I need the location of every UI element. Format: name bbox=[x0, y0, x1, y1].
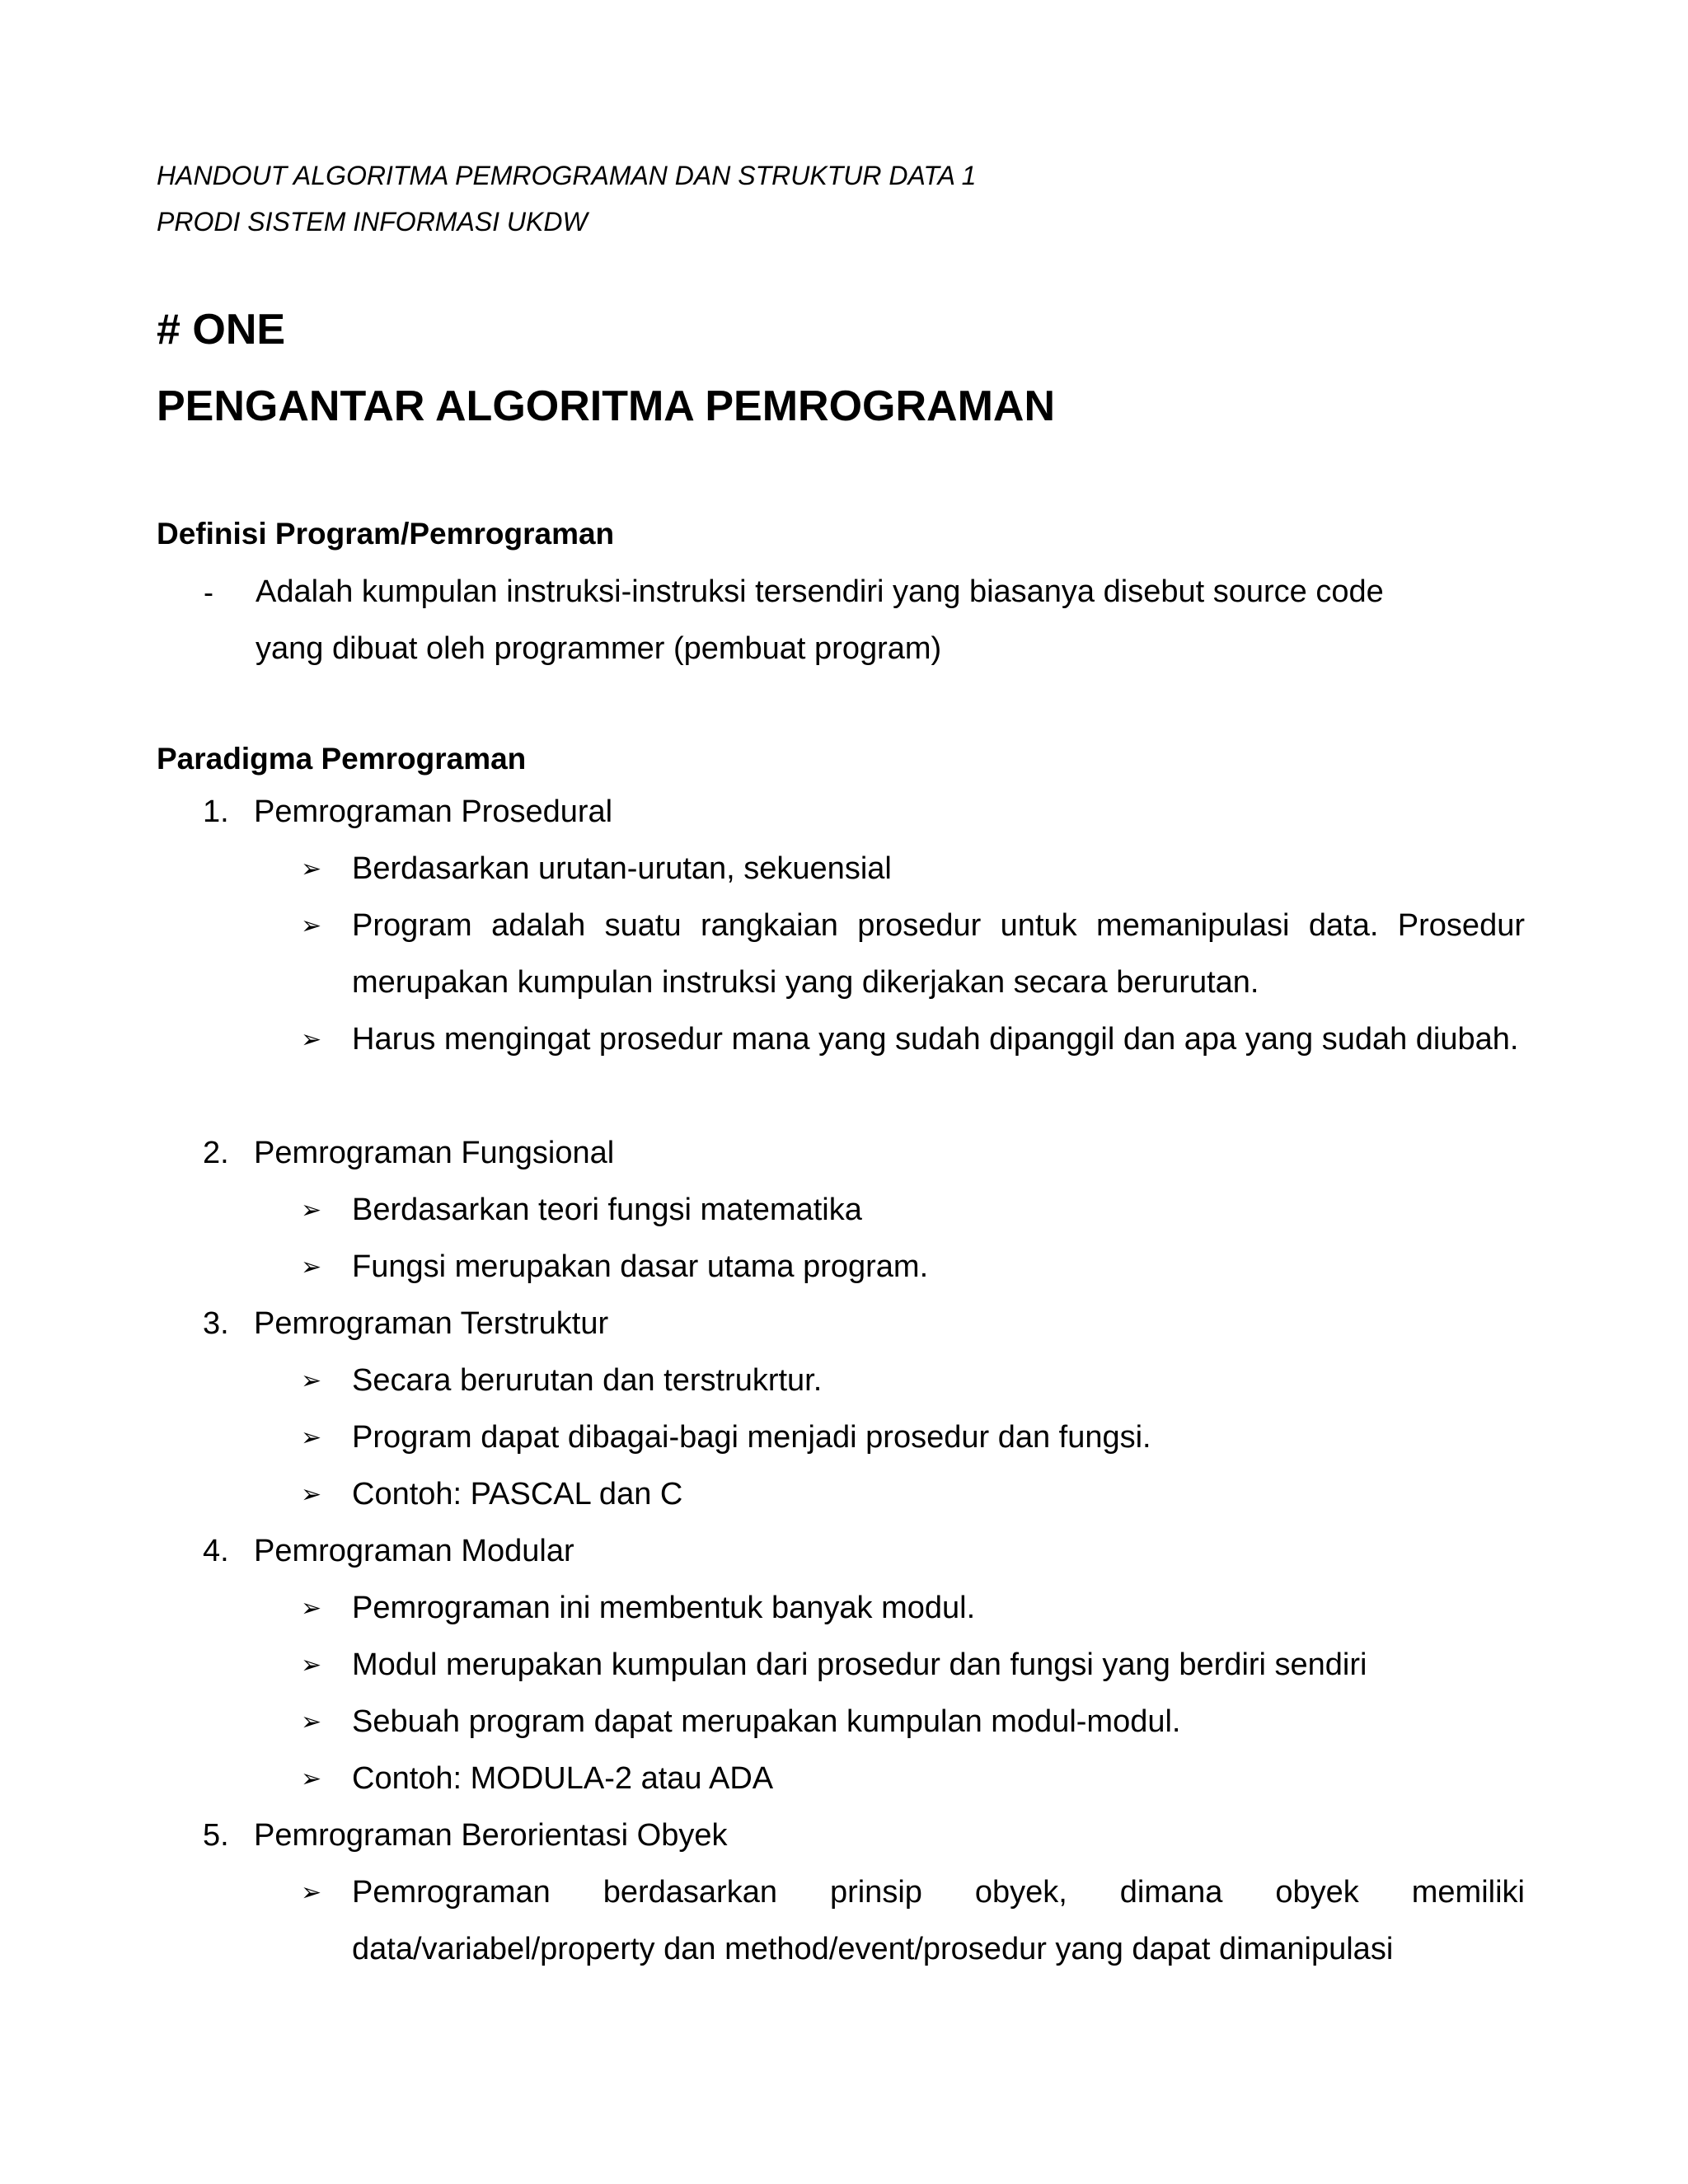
item-number: 2. bbox=[203, 1136, 229, 1170]
item-number: 5. bbox=[203, 1818, 229, 1853]
paradigma-item-4 bbox=[157, 1523, 1525, 1580]
section-title-definisi: Definisi Program/Pemrograman bbox=[157, 517, 615, 551]
arrow-bullet-icon: ➢ bbox=[301, 1197, 322, 1224]
chapter-number: # ONE bbox=[157, 306, 286, 354]
arrow-bullet-icon: ➢ bbox=[301, 1765, 322, 1793]
arrow-bullet-icon: ➢ bbox=[301, 1879, 322, 1906]
item-label: Pemrograman Terstruktur bbox=[254, 1306, 609, 1341]
definisi-text: Adalah kumpulan instruksi-instruksi tersendiri yang biasanya disebut source code yang dibuat oleh programmer (pembuat program) bbox=[256, 574, 1384, 666]
bullet-text: Modul merupakan kumpulan dari prosedur dan fungsi yang berdiri sendiri bbox=[352, 1647, 1367, 1682]
paradigma-item-1 bbox=[157, 784, 1525, 841]
bullet-text: Contoh: MODULA-2 atau ADA bbox=[352, 1761, 774, 1796]
paradigma-item-5 bbox=[157, 1807, 1525, 1864]
item-number: 4. bbox=[203, 1534, 229, 1568]
item-label: Pemrograman Berorientasi Obyek bbox=[254, 1818, 728, 1853]
section-title-paradigma: Paradigma Pemrograman bbox=[157, 742, 527, 776]
bullet-text: Contoh: PASCAL dan C bbox=[352, 1477, 683, 1511]
item-label: Pemrograman Fungsional bbox=[254, 1136, 615, 1170]
bullet-text: Fungsi merupakan dasar utama program. bbox=[352, 1249, 929, 1284]
arrow-bullet-icon: ➢ bbox=[301, 1652, 322, 1679]
bullet-text: Program dapat dibagai-bagi menjadi prosedur dan fungsi. bbox=[352, 1420, 1151, 1455]
item-number: 3. bbox=[203, 1306, 229, 1341]
arrow-bullet-icon: ➢ bbox=[301, 1595, 322, 1622]
arrow-bullet-icon: ➢ bbox=[301, 1481, 322, 1508]
bullet-text: Pemrograman berdasarkan prinsip obyek, dimana obyek memiliki data/variabel/property dan method/event/prosedur yang dapat dimanipulasi bbox=[352, 1875, 1525, 1966]
arrow-bullet-icon: ➢ bbox=[301, 855, 322, 883]
header-line-1: HANDOUT ALGORITMA PEMROGRAMAN DAN STRUKTUR DATA 1 bbox=[157, 161, 977, 190]
item-label: Pemrograman Prosedural bbox=[254, 794, 613, 829]
chapter-title: PENGANTAR ALGORITMA PEMROGRAMAN bbox=[157, 382, 1056, 430]
bullet-text: Secara berurutan dan terstrukrtur. bbox=[352, 1363, 823, 1398]
header-line-2: PRODI SISTEM INFORMASI UKDW bbox=[157, 207, 588, 237]
bullet-text: Program adalah suatu rangkaian prosedur untuk memanipulasi data. Prosedur merupakan kumpulan instruksi yang dikerjakan secara berurutan. bbox=[352, 908, 1525, 1000]
bullet-text: Berdasarkan teori fungsi matematika bbox=[352, 1193, 862, 1227]
bullet-text: Berdasarkan urutan-urutan, sekuensial bbox=[352, 851, 892, 886]
item-number: 1. bbox=[203, 794, 229, 829]
paradigma-item-3 bbox=[157, 1296, 1525, 1352]
arrow-bullet-icon: ➢ bbox=[301, 1708, 322, 1736]
paradigma-item-2 bbox=[157, 1125, 1525, 1182]
dash-marker: - bbox=[204, 575, 213, 609]
bullet-text: Pemrograman ini membentuk banyak modul. bbox=[352, 1591, 976, 1625]
bullet-text: Sebuah program dapat merupakan kumpulan modul-modul. bbox=[352, 1704, 1181, 1739]
arrow-bullet-icon: ➢ bbox=[301, 1026, 322, 1053]
bullet-text: Harus mengingat prosedur mana yang sudah dipanggil dan apa yang sudah diubah. bbox=[352, 1022, 1519, 1057]
item-label: Pemrograman Modular bbox=[254, 1534, 574, 1568]
arrow-bullet-icon: ➢ bbox=[301, 1367, 322, 1394]
arrow-bullet-icon: ➢ bbox=[301, 1424, 322, 1451]
arrow-bullet-icon: ➢ bbox=[301, 1254, 322, 1281]
arrow-bullet-icon: ➢ bbox=[301, 912, 322, 940]
